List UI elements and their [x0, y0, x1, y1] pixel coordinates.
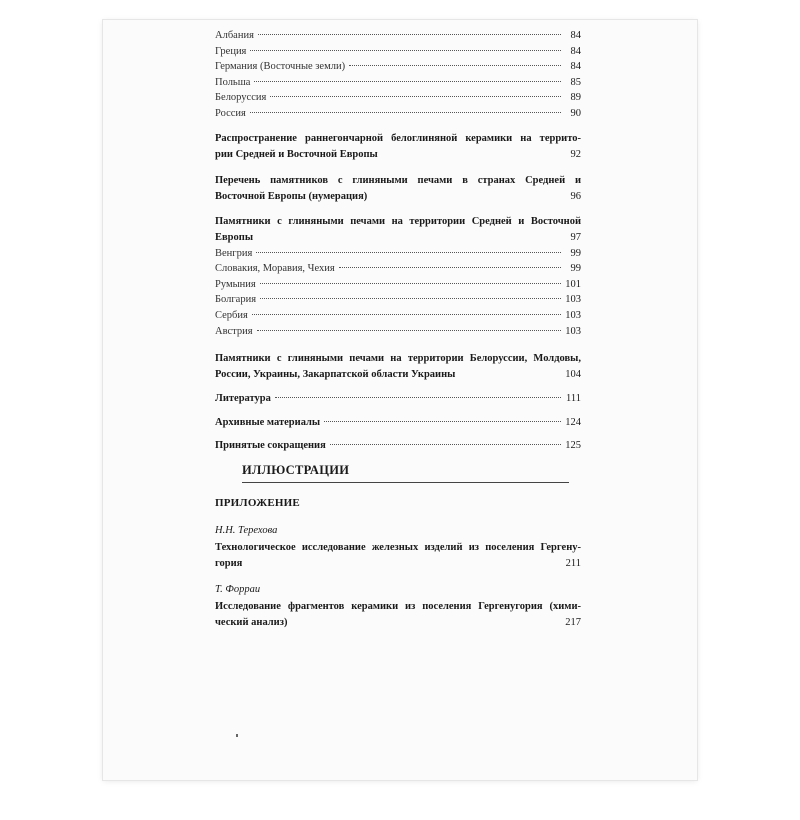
toc-entry-line: Распространение раннегончарной белоглиняной керамики на террито-	[215, 132, 581, 144]
book-page	[103, 20, 697, 780]
page-number: 103	[565, 294, 581, 306]
toc-entry-line: России, Украины, Закарпатской области Украины	[215, 369, 456, 381]
toc-entry-line: Памятники с глиняными печами на территории Средней и Восточной	[215, 215, 581, 227]
country-list-mid	[215, 246, 581, 340]
toc-subentry-label: Сербия	[215, 309, 248, 321]
toc-subentry	[215, 308, 581, 324]
page-number: 84	[570, 45, 581, 57]
page-number: 85	[570, 76, 581, 88]
dot-leader	[257, 330, 561, 331]
toc-subentry-label: Румыния	[215, 278, 256, 290]
toc-entry-list	[215, 173, 581, 205]
toc-subentry	[215, 106, 581, 122]
appendix-entry-2	[215, 582, 581, 631]
toc-entry-label: Принятые сокращения	[215, 440, 326, 452]
dot-leader	[260, 298, 561, 299]
page-number: 99	[570, 247, 581, 259]
page-number: 104	[565, 369, 581, 381]
page-number: 97	[570, 231, 581, 243]
toc-subentry-label: Словакия, Моравия, Чехия	[215, 263, 335, 275]
page-number: 96	[570, 190, 581, 202]
toc-subentry	[215, 28, 581, 44]
toc-subentry	[215, 246, 581, 262]
toc-entry-abbreviations	[215, 438, 581, 454]
author-name: Т. Форраи	[215, 584, 261, 596]
page-number: 90	[570, 107, 581, 119]
toc-subentry-label: Польша	[215, 76, 251, 88]
toc-entry-line: рии Средней и Восточной Европы	[215, 148, 378, 160]
toc-entry-line: ческий анализ)	[215, 617, 288, 629]
page-number: 111	[566, 393, 581, 405]
dot-leader	[256, 252, 561, 253]
toc-entry-line: Технологическое исследование железных изделий из поселения Гергену-	[215, 542, 581, 554]
page-number: 124	[565, 417, 581, 429]
print-speck	[236, 734, 238, 737]
dot-leader	[260, 283, 561, 284]
toc-entry-line: Перечень памятников с глиняными печами в странах Средней и	[215, 174, 581, 186]
dot-leader	[258, 34, 561, 35]
toc-subentry	[215, 59, 581, 75]
toc-entry-line: Европы	[215, 231, 254, 243]
toc-entry-label: Литература	[215, 393, 271, 405]
toc-subentry-label: Россия	[215, 107, 246, 119]
toc-subentry	[215, 277, 581, 293]
country-list-top	[215, 28, 581, 122]
toc-entry-line: Памятники с глиняными печами на территории Белоруссии, Молдовы,	[215, 353, 581, 365]
toc-entry-line: Исследование фрагментов керамики из поселения Гергенугория (хими-	[215, 601, 581, 613]
toc-subentry-label: Белоруссия	[215, 92, 267, 104]
toc-subentry	[215, 292, 581, 308]
page-number: 89	[570, 92, 581, 104]
toc-entry-belarus	[215, 351, 581, 383]
dot-leader	[250, 112, 561, 113]
page-number: 103	[565, 309, 581, 321]
toc-entry-literature	[215, 391, 581, 407]
toc-subentry-label: Австрия	[215, 325, 253, 337]
dot-leader	[349, 65, 561, 66]
toc-subentry	[215, 324, 581, 340]
toc-entry-archives	[215, 415, 581, 431]
dot-leader	[250, 50, 561, 51]
toc-entry-spread	[215, 131, 581, 163]
toc-subentry-label: Болгария	[215, 294, 257, 306]
table-of-contents	[215, 28, 581, 631]
toc-subentry-label: Греция	[215, 45, 247, 57]
toc-entry-monuments	[215, 214, 581, 246]
page-number: 99	[570, 263, 581, 275]
page-number: 211	[565, 558, 581, 570]
toc-subentry	[215, 44, 581, 60]
toc-entry-line: гория	[215, 558, 243, 570]
toc-subentry-label: Германия (Восточные земли)	[215, 61, 346, 73]
toc-subentry	[215, 261, 581, 277]
page-number: 103	[565, 325, 581, 337]
page-number: 92	[570, 148, 581, 160]
page-number: 84	[570, 61, 581, 73]
dot-leader	[339, 267, 561, 268]
dot-leader	[252, 314, 561, 315]
toc-entry-label: Архивные материалы	[215, 417, 321, 429]
dot-leader	[254, 81, 561, 82]
dot-leader	[270, 96, 561, 97]
page-number: 84	[570, 30, 581, 41]
toc-subentry-label: Венгрия	[215, 247, 253, 259]
page-number: 125	[565, 440, 581, 452]
toc-subentry	[215, 90, 581, 106]
appendix-entry-1	[215, 523, 581, 572]
toc-entry-line: Восточной Европы (нумерация)	[215, 190, 368, 202]
toc-subentry	[215, 75, 581, 91]
appendix-heading: ПРИЛОЖЕНИЕ	[215, 497, 300, 510]
illustrations-heading: ИЛЛЮСТРАЦИИ	[242, 463, 569, 483]
author-name: Н.Н. Терехова	[215, 525, 278, 537]
page-number: 101	[565, 278, 581, 290]
page-number: 217	[565, 617, 581, 629]
toc-subentry-label: Албания	[215, 30, 254, 41]
